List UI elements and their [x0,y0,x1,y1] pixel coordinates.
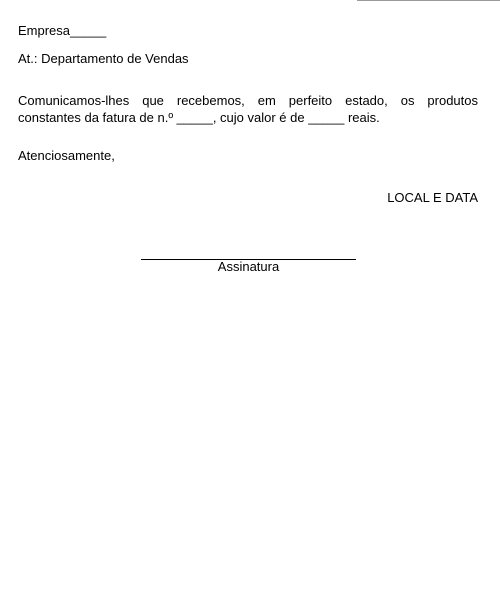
letter-body: Comunicamos-lhes que recebemos, em perfeito estado, os produtos constantes da fatura de n.º _____, cujo valor é de _____ reais. [18,93,478,125]
top-divider [357,0,500,1]
attention-line: At.: Departamento de Vendas [18,51,189,66]
place-date: LOCAL E DATA [387,190,478,205]
closing-line: Atenciosamente, [18,148,115,163]
company-line: Empresa_____ [18,23,107,38]
signature-label: Assinatura [217,259,280,274]
